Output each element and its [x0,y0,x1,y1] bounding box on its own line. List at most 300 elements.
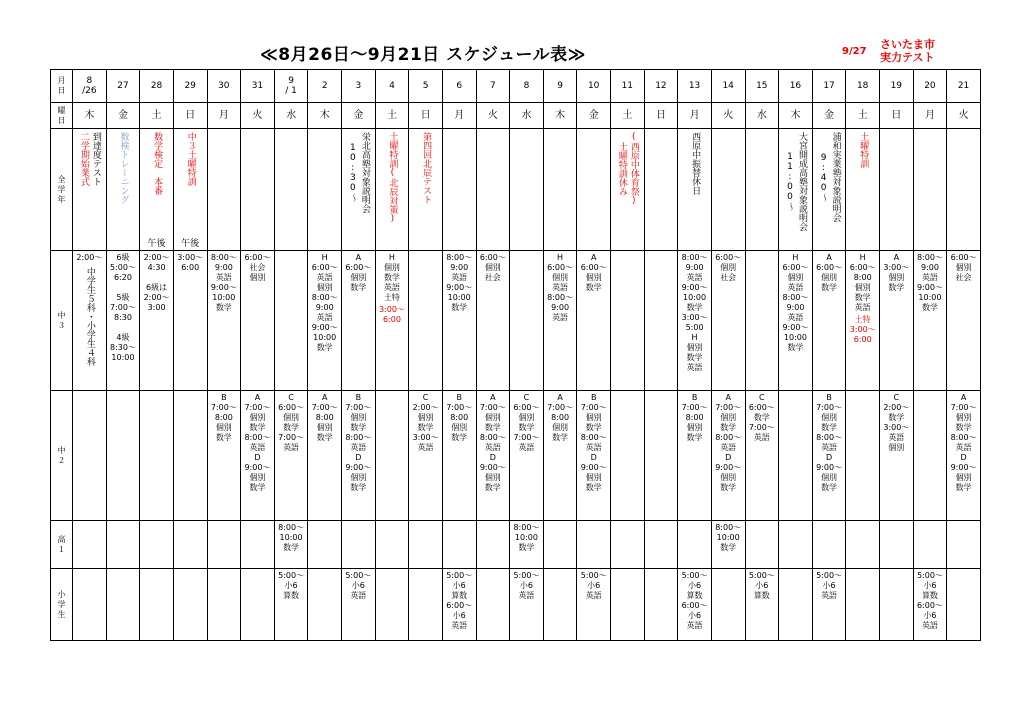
class-cell-text: C 6:00〜 個別 数学 7:00〜 英語 [513,393,540,452]
class-cell [644,521,678,569]
class-cell-text [678,521,711,523]
event-text: 西原中振替休日 [690,132,701,195]
class-cell [812,251,846,391]
class-cell-text: A 6:00〜 個別 数学 [345,253,372,292]
class-cell-text [376,391,409,393]
class-cell-text: A 7:00〜 8:00 個別 数学 [311,393,338,442]
class-cell-text [746,521,779,523]
event-text: 栄北高塾対象説明会 [359,132,370,213]
weekday-cell: 木 [779,103,813,129]
class-cell-text [275,251,308,253]
class-cell-text: B 7:00〜 8:00 個別 数学 [210,393,237,442]
class-cell [543,521,577,569]
class-cell [711,521,745,569]
date-cell: 19 [880,70,914,103]
class-cell [745,521,779,569]
weekday-cell: 木 [308,103,342,129]
date-cell: 6 [442,70,476,103]
event-cell [577,129,611,251]
class-cell [207,569,241,641]
header-weekday-label: 曜 日 [51,103,73,129]
class-cell-text: B 7:00〜 8:00 個別 数学 [446,393,473,442]
class-cell-text: 5:00〜 小6 算数 [278,571,305,600]
class-cell [106,391,140,521]
high1-label: 高 １ [51,521,73,569]
event-text: 数学検定 本番 [152,132,163,195]
class-cell [947,569,981,641]
event-text: 到達度テスト [90,132,101,186]
class-cell-text: C 6:00〜 数学 7:00〜 英語 [748,393,775,442]
event-cell [711,129,745,251]
class-cell-text [208,569,241,571]
class-cell-text [409,521,442,523]
elementary-label: 小 学 生 [51,569,73,641]
elementary-row [51,569,981,641]
class-cell [779,521,813,569]
schedule-table [50,69,981,641]
event-cell [913,129,947,251]
class-cell-text: 6:00〜 個別 社会 [715,253,742,282]
class-cell [846,251,880,391]
class-cell [173,521,207,569]
event-text: 数検トレーニング [118,132,129,204]
class-cell [73,391,107,521]
event-cell [274,129,308,251]
class-cell [779,391,813,521]
class-cell-text [443,521,476,523]
class-cell [140,521,174,569]
class-text: 中学生５科・小学生４科 [84,267,95,366]
class-cell-text [746,251,779,253]
all-grades-label: 全 学 年 [51,129,73,251]
class-cell [476,521,510,569]
class-cell [846,521,880,569]
class-cell-text: 5:00〜 小6 算数 6:00〜 小6 英語 [916,571,943,630]
class-cell [913,251,947,391]
class-cell-text [208,521,241,523]
class-cell-text: A 7:00〜 個別 数学 8:00〜 英語 D 9:00〜 個別 数学 [950,393,977,492]
class-cell [880,569,914,641]
class-cell [812,521,846,569]
event-cell [207,129,241,251]
class-cell-text: A 6:00〜 個別 数学 [580,253,607,292]
all-grades-row [51,129,981,251]
class-cell [106,521,140,569]
event-cell [308,129,342,251]
date-cell: 4 [375,70,409,103]
class-cell [711,569,745,641]
event-cell [342,129,376,251]
class-cell-text [73,391,106,393]
special-session: 土特 3:00〜 6:00 [849,315,876,344]
date-cell: 2 [308,70,342,103]
class-cell-text [241,569,274,571]
class-cell-text: B 7:00〜 個別 数学 8:00〜 英語 D 9:00〜 個別 数学 [345,393,372,492]
class-cell-text: 8:00〜 10:00 数学 [278,523,305,552]
event-cell [140,129,174,251]
weekday-cell: 月 [678,103,712,129]
class-cell-text [880,521,913,523]
class-cell [442,569,476,641]
class-cell-text: 5:00〜 小6 英語 [513,571,540,600]
date-cell: 30 [207,70,241,103]
class-cell-text [409,569,442,571]
class-cell [476,391,510,521]
afternoon-label: 午後 [181,239,200,249]
class-cell [140,251,174,391]
class-cell-text: B 7:00〜 個別 数学 8:00〜 英語 D 9:00〜 個別 数学 [816,393,843,492]
weekday-cell: 日 [409,103,443,129]
class-cell [745,251,779,391]
class-cell [678,521,712,569]
date-cell: 5 [409,70,443,103]
class-cell-text: 8:00〜 9:00 英語 9:00〜 10:00 数学 [446,253,473,312]
class-cell-text [645,391,678,393]
event-cell [745,129,779,251]
date-cell: 21 [947,70,981,103]
class-cell [409,569,443,641]
event-cell [173,129,207,251]
class-cell-text: 5:00〜 小6 英語 [580,571,607,600]
date-cell: 9 [543,70,577,103]
class-cell [880,521,914,569]
event-text: 二学期始業式 [78,132,89,186]
date-cell: 29 [173,70,207,103]
class-cell [510,391,544,521]
weekday-cell: 月 [207,103,241,129]
class-cell [947,251,981,391]
event-cell [106,129,140,251]
class-cell-text: C 6:00〜 個別 数学 7:00〜 英語 [278,393,305,452]
class-cell [274,251,308,391]
class-cell [678,391,712,521]
class-cell-text: 3:00〜 6:00 [177,253,204,272]
class-cell-text: 6級 5:00〜 6:20 5級 7:00〜 8:30 4級 8:30〜 10:00 [109,253,136,362]
class-cell-text: H 6:00〜 個別 英語 8:00〜 9:00 英語 9:00〜 10:00 数学 [782,253,809,352]
junior2-row [51,391,981,521]
class-cell-text [409,251,442,253]
event-text: 11:00〜 [784,152,795,211]
class-cell [442,521,476,569]
class-cell-text [376,569,409,571]
class-cell [342,391,376,521]
class-cell [846,569,880,641]
class-cell-text: 6:00〜 個別 社会 [950,253,977,282]
date-cell: 13 [678,70,712,103]
class-cell-text [510,251,543,253]
weekday-cell: 金 [812,103,846,129]
event-text: 大宮開成高塾対象説明会 [796,132,807,231]
class-cell [241,391,275,521]
event-cell [880,129,914,251]
event-text: 土曜特訓 [858,132,869,168]
date-cell: 8 [510,70,544,103]
weekday-cell: 水 [510,103,544,129]
class-cell [241,569,275,641]
date-cell: 18 [846,70,880,103]
class-cell [409,521,443,569]
class-cell [510,569,544,641]
class-cell-text [947,569,980,571]
exam-date: 9/27 [842,46,867,57]
class-cell [644,391,678,521]
weekday-cell: 日 [173,103,207,129]
class-cell [207,521,241,569]
weekday-cell: 日 [644,103,678,129]
class-cell-text [645,569,678,571]
class-cell [812,569,846,641]
class-cell [678,251,712,391]
date-cell: 16 [779,70,813,103]
class-cell [577,521,611,569]
class-cell [745,391,779,521]
class-cell-text [174,569,207,571]
class-cell [342,251,376,391]
class-cell-text [779,569,812,571]
class-cell-text: H 個別 数学 英語 土特 [383,253,400,302]
afternoon-label: 午後 [147,239,166,249]
class-cell-text [813,521,846,523]
event-text: 中３土曜特訓 [185,132,196,186]
event-cell [442,129,476,251]
class-cell [812,391,846,521]
class-cell [241,521,275,569]
class-cell [409,251,443,391]
weekday-cell: 木 [543,103,577,129]
class-cell-text [308,521,341,523]
class-cell-text [477,569,510,571]
event-cell [375,129,409,251]
date-cell: 11 [611,70,645,103]
date-cell: 14 [711,70,745,103]
event-cell [241,129,275,251]
class-cell-text: H 6:00〜 8:00 個別 数学 英語 [849,253,876,312]
class-cell [375,521,409,569]
weekday-cell: 木 [73,103,107,129]
event-text: (西原中体育祭) [628,132,639,206]
class-cell-text [140,569,173,571]
date-cell: 17 [812,70,846,103]
event-cell [678,129,712,251]
class-cell-text: A 7:00〜 個別 数学 8:00〜 英語 D 9:00〜 個別 数学 [479,393,506,492]
class-cell-text [577,521,610,523]
class-cell [375,251,409,391]
weekday-cell: 日 [880,103,914,129]
class-time: 2:00〜 [76,253,103,262]
date-cell: 7 [476,70,510,103]
event-text: 10:30〜 [347,143,358,202]
class-cell [644,569,678,641]
class-cell-text: 6:00〜 社会 個別 [244,253,271,282]
weekday-cell: 火 [947,103,981,129]
class-cell [106,251,140,391]
weekday-cell: 金 [342,103,376,129]
class-cell [779,569,813,641]
class-cell-text: B 7:00〜 8:00 個別 数学 [681,393,708,442]
class-cell [274,521,308,569]
class-cell [678,569,712,641]
class-cell [880,391,914,521]
class-cell-text: A 7:00〜 個別 数学 8:00〜 英語 D 9:00〜 個別 数学 [715,393,742,492]
weekday-cell: 土 [375,103,409,129]
class-cell-text: 8:00〜 9:00 英語 9:00〜 10:00 数学 3:00〜 5:00 H 個別 数学 英語 [681,253,708,372]
class-cell-text [376,521,409,523]
class-cell [947,521,981,569]
class-cell-text [846,521,879,523]
class-cell [947,391,981,521]
class-cell-text: A 7:00〜 個別 数学 8:00〜 英語 D 9:00〜 個別 数学 [244,393,271,492]
class-cell [543,391,577,521]
date-cell: 15 [745,70,779,103]
class-cell [711,391,745,521]
special-session: 3:00〜 6:00 [378,305,405,324]
date-row [51,70,981,103]
weekday-cell: 月 [913,103,947,129]
class-cell-text: A 7:00〜 8:00 個別 数学 [547,393,574,442]
class-cell-text: 5:00〜 小6 算数 6:00〜 小6 英語 [446,571,473,630]
class-cell-text [611,521,644,523]
header-month-label: 月 日 [51,70,73,103]
event-text: 土曜特訓(北辰対策) [387,132,398,224]
event-cell [947,129,981,251]
class-cell-text [107,521,140,523]
class-cell-text: C 2:00〜 数学 3:00〜 英語 個別 [883,393,910,452]
class-cell-text: 8:00〜 9:00 英語 9:00〜 10:00 数学 [210,253,237,312]
class-cell [375,391,409,521]
class-cell-text [544,569,577,571]
class-cell [846,391,880,521]
class-cell-text [645,521,678,523]
junior3-row [51,251,981,391]
class-cell-text [308,569,341,571]
event-cell [779,129,813,251]
class-cell [207,251,241,391]
class-cell-text [73,569,106,571]
event-cell [543,129,577,251]
class-cell-text [342,521,375,523]
class-cell-text [779,391,812,393]
event-cell [846,129,880,251]
class-cell-text [947,521,980,523]
class-cell-text [914,391,947,393]
class-cell [375,569,409,641]
class-cell [510,521,544,569]
class-cell-text: 5:00〜 小6 算数 6:00〜 小6 英語 [681,571,708,630]
class-cell-text: 5:00〜 小6 英語 [816,571,843,600]
class-cell [442,251,476,391]
event-cell [611,129,645,251]
class-cell [577,251,611,391]
class-cell [274,569,308,641]
high1-row [51,521,981,569]
class-cell [241,251,275,391]
class-cell [140,391,174,521]
class-cell [543,569,577,641]
class-cell [611,391,645,521]
junior3-label: 中 ３ [51,251,73,391]
event-cell [476,129,510,251]
class-cell-text: H 6:00〜 個別 英語 8:00〜 9:00 英語 [547,253,574,322]
class-cell-text: 2:00〜 4:30 6級は2:00〜 3:00 [143,253,170,312]
date-cell: 8 /26 [73,70,107,103]
class-cell-text [140,391,173,393]
class-cell [880,251,914,391]
date-cell: 12 [644,70,678,103]
weekday-cell: 月 [442,103,476,129]
class-cell [73,521,107,569]
date-cell: 28 [140,70,174,103]
class-cell-text: A 6:00〜 個別 数学 [816,253,843,292]
class-cell [913,569,947,641]
class-cell [711,251,745,391]
class-cell [274,391,308,521]
class-cell-text: B 7:00〜 個別 数学 8:00〜 英語 D 9:00〜 個別 数学 [580,393,607,492]
class-cell [342,521,376,569]
weekday-cell: 水 [745,103,779,129]
event-cell [73,129,107,251]
date-cell: 27 [106,70,140,103]
class-cell [308,251,342,391]
class-cell [173,391,207,521]
class-cell [173,569,207,641]
class-cell-text [174,521,207,523]
event-cell [510,129,544,251]
weekday-cell: 火 [241,103,275,129]
event-cell [644,129,678,251]
class-cell [644,251,678,391]
class-cell [476,251,510,391]
class-cell-text [107,569,140,571]
weekday-cell: 金 [106,103,140,129]
class-cell-text: C 2:00〜 個別 数学 3:00〜 英語 [412,393,439,452]
date-cell: 31 [241,70,275,103]
weekday-cell: 土 [611,103,645,129]
class-cell [745,569,779,641]
class-cell-text: 8:00〜 10:00 数学 [513,523,540,552]
class-cell-text: 5:00〜 小6 英語 [345,571,372,600]
class-cell [611,569,645,641]
weekday-cell: 金 [577,103,611,129]
class-cell [308,521,342,569]
class-cell-text [241,521,274,523]
class-cell-text [914,521,947,523]
event-text: 第四回北辰テスト [421,132,432,204]
junior2-label: 中 ２ [51,391,73,521]
class-cell [543,251,577,391]
class-cell [207,391,241,521]
class-cell-text [174,391,207,393]
class-cell-text: A 3:00〜 個別 数学 [883,253,910,292]
class-cell [779,251,813,391]
class-cell [106,569,140,641]
weekday-cell: 火 [711,103,745,129]
event-text: 土曜特訓休み [616,142,627,196]
class-cell-text [611,569,644,571]
exam-label: さいたま市 実力テスト [880,38,935,64]
class-cell-text: 8:00〜 10:00 数学 [715,523,742,552]
class-cell [913,521,947,569]
class-cell [611,251,645,391]
class-cell [140,569,174,641]
class-cell-text: 8:00〜 9:00 英語 9:00〜 10:00 数学 [916,253,943,312]
weekday-cell: 火 [476,103,510,129]
class-cell-text: 6:00〜 個別 社会 [479,253,506,282]
event-text: 浦和実業塾対象説明会 [830,132,841,222]
class-cell-text: 5:00〜 小6 算数 [748,571,775,600]
class-cell [510,251,544,391]
weekday-cell: 土 [140,103,174,129]
class-cell [308,569,342,641]
